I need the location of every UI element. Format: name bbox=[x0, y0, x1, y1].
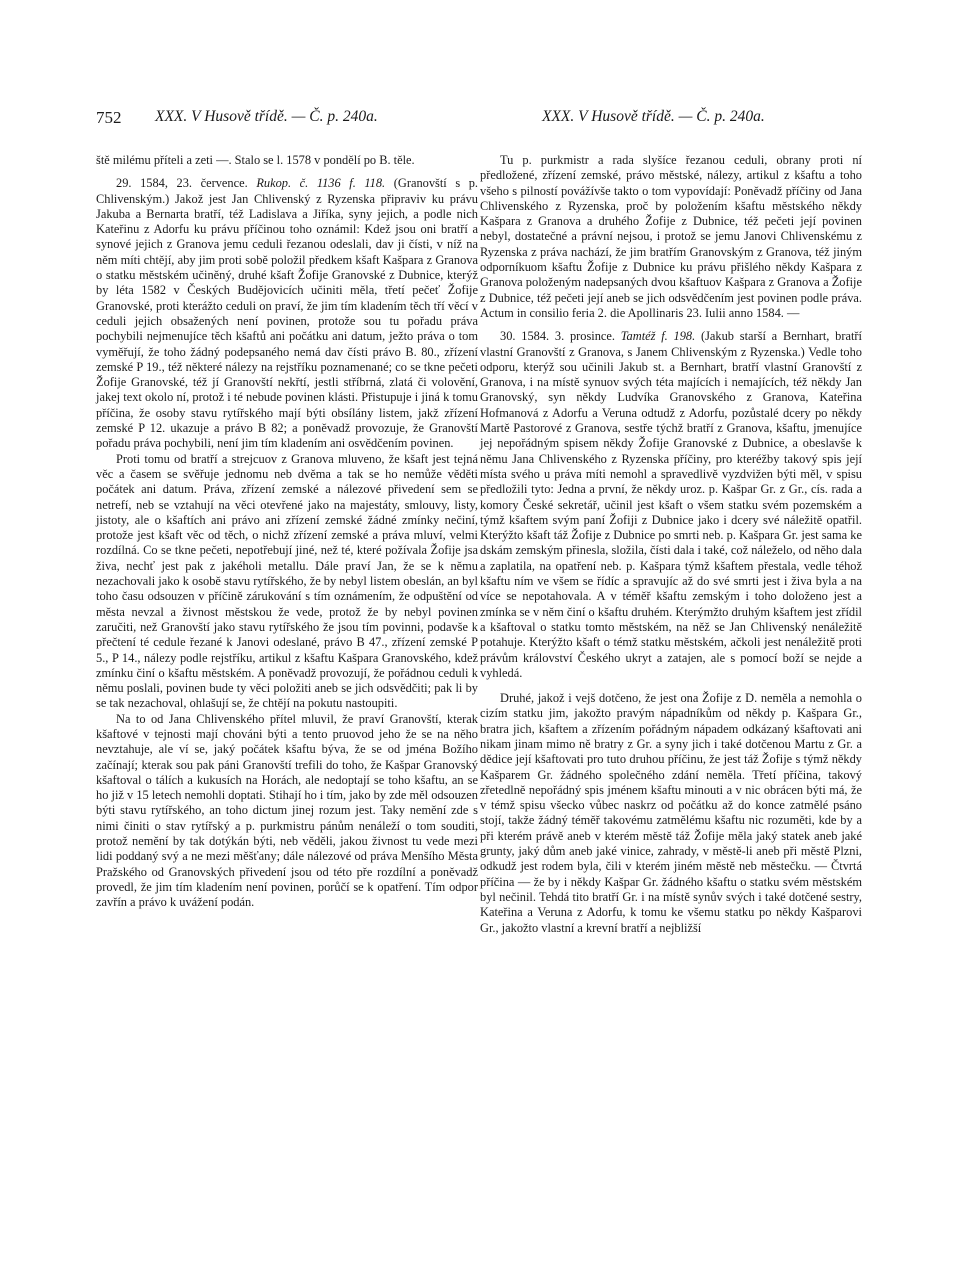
entry-heading: 29. 1584, 23. července. bbox=[116, 176, 248, 191]
paragraph: Proti tomu od bratří a strejcuov z Granova mluveno, že kšaft jest tejná věc a časem se svěřuje jednomu neb dvěma a tak se ho nemůže věděti počátek ani datum. Práva, zřízení zemské a nálezové přivedení sem se netrefí, neb se vztahují na věci otevřené jako na majestáty, smlouvy, listy, jistoty, ale o kšaftích ani právo ani zřízení zemské žádné zmínky nečiní, protože jest kšaft věc od těch, o nichž zřízení zemské a práva mluví, velmi rozdílná. Co se tkne pečeti, nepotřebují jiné, než té, které požívala Žofije jsa živa, nechť jest pak z jakéholi metallu. Dále praví Jan, že se k němu nezachovali jako k osobě stavu rytířského, že by nebyl listem obeslán, an byl toho času odsouzen v příčině zárukování s tím oznámením, že odpuštění od města nevzal a živnost městskou že vede, protož že by nebyl povinen zaručiti, než Granovští jako stavu rytířského že jsou tím povinni, podavše k přečtení té cedule řezané k Janovi odeslané, právo B 47., zřízení zemské P 5., P 14., nálezy podle rejstříku, artikul z kšaftu Kašpara Granovského, kdež zmínku činí o kšaftu městském. A poněvadž provozují, že pořádnou ceduli k němu poslali, povinen bude ty věci položiti aneb se jich odsvědčiti; pak li by se tak nezachoval, ohlašují se, že chtějí na pokutu nastoupiti. bbox=[96, 451, 478, 711]
entry-29 bbox=[96, 176, 478, 451]
entry-body: (Jakub starší a Bernhart, bratří vlastní Granovští z Granova, s Janem Chlivenským z Ryzenska.) Vedle toho odporu, kterýž sou učinili Jakub st. a Bernhart, bratří vlastní Granovští z Granova, i na místě synuov svých téta majících i nemajících, též někdy Jan Granovský, syn někdy Ludvíka Granovského z Granova, Kateřina Hofmanová z Adorfu a Veruna odtudž z Adorfu, pozůstalé dcery po někdy Martě Pastorové z Granova, sestře týchž bratří z Granova, kšaftu, jmenujíce jej nepořádným spisem někdy Žofije Granovské z Dubnice, a obeslavše k němu Jana Chlivenského z Ryzenska příčiny, pro kteréžby takový spis její místa svého u práva míti nemohl a spravedlivě vyzdvižen býti měl, v spisu předložili tyto: Jedna a první, že někdy uroz. p. Kašpar Gr. z Gr., cís. rada a komory České sekretář, učinil jest kšaft o všem statku svém pozemském a týmž kšaftem svým paní Žofiji z Dubnice jako i dcery své náležitě opatřil. Kterýžto kšaft táž Žofije z Dubnice po smrti neb. p. Kašpara Gr. jest sama ke dskám zemským přinesla, složila, čísti dala i také, což náleželo, od něho dala a zaplatila, na opatření neb. p. Kašpara týmž kšaftem přestala, vedle téhož kšaftu ním ve všem se řídíc a spravujíc až do své smrti jest i živa byla a na více se nepotahovala. A v téměř kšaftu zemským i toho doloženo jest a zmínka se v něm činí o kšaftu druhém. Kterýmžto druhým kšaftem jest zřídil a kšaftoval o statku tomto městském, na něž se Jan Chlivenský nenáležitě potahuje. Kterýžto kšaft o témž statku městském, ačkoli jest nenáležitě proti právům království Českého ukryt a zatajen, ale s pomocí boží se nejde a vyhledá. bbox=[480, 329, 862, 680]
left-column bbox=[96, 153, 478, 911]
page-number: 752 bbox=[96, 108, 122, 127]
paragraph: Druhé, jakož i vejš dotčeno, že jest ona Žofije z D. neměla a nemohla o cizím statku jim, jakožto pravým nápadníkům od někdy p. Kašpara Gr., bratra jich, kšaftem a zřízením pořádným nápadem odkázaný kšaftovati ani nikam jinam mimo ně bratry z Gr. a syny jich i také dotčenou Martu z Gr. a dědice její kšaftovati pro tuto druhou příčinu, že jest táž Žofije s týmž někdy Kašparem Gr. žádného společného zdání neměla. Třetí příčina, takový zřetedlně nepořádný spis jménem kšaftu minouti a v nic obrácen býti má, že v témž spisu všecko vůbec naskrz od počátku až do konce zatmělé psáno stojí, takže žádný téměř takovému zatmělému kšaftu nic rozuměti, kde by a při kterém právě aneb v kterém městě táž Žofije měla jaký statek aneb jaké grunty, jaký dům aneb jaké vinice, zahrady, v městě-li aneb při městě Plzni, odkudž jest rodem byla, čili v kterém jiném městě neb městečku. — Čtvrtá příčina — že by i někdy Kašpar Gr. žádného kšaftu o statku svém městském byl nečinil. Tehdá tito bratří Gr. i na místě synův svých i také dotčené sestry, Kateřina a Veruna z Adorfu, k tomu ke všemu statku po někdy Kašparovi Gr., jakožto vlastní a krevní bratří a nejbližší bbox=[480, 691, 862, 935]
entry-30 bbox=[480, 329, 862, 681]
running-header bbox=[0, 108, 960, 132]
right-running-title: XXX. V Husově třídě. — Č. p. 240a. bbox=[542, 108, 765, 125]
entry-heading: 30. 1584. 3. prosince. bbox=[500, 329, 616, 344]
entry-source: Tamtéž f. 198. bbox=[620, 329, 696, 344]
entry-body: (Granovští s p. Chlivenským.) Jakož jest Jan Chlivenský z Ryzenska připraviv ku právu Jakuba a Bernarta bratří, též Ladislava a Jiříka, syny jejich, a podle nich Kateřinu z Adorfu ku právu příčinou toho oznámil: Kdež jsou oni bratří a synové jejich z Granova jemu ceduli řezanou odeslali, dav ji čísti, v níž na něm míti chtějí, aby jim proti sobě položil předkem kšaft Kašpara z Granova o statku městském učiněný, druhé kšaft Žofije Granovské z Dubnice, kterýž by léta 1582 v Českých Budějovicích učiniti měla, třetí pečeť Žofije Granovské, proti kterážto ceduli on praví, že jim tím kladením těch tří věcí v ceduli jejich obsažených není povinen, protože sou tu pořadu práva pochybili nejmenujíce těch kšaftů ani počátku ani datum, ježto práva o tom vyměřují, že toho žádný podepsaného nemá dav čísti právo B. 80., zřízení zemské P 19., též některé nálezy na rejstříku poznamenané; co se tkne pečeti Žofije Granovské, též jí Granovští nekřtí, jestli stříbrná, zlatá či volovění, jakej text okolo ní, protož i té nebude povinen klásti. Přistupuje i jiná k tomu příčina, že osoby stavu rytířského mají býti obsílány listem, jakž zřízení zemské P 12. ukazuje a právo B 82; a poněvadž provozuje, že Granovští pořadu práva pochybili, není jim tím kladením ani osvědčením povinen. bbox=[96, 176, 479, 451]
right-column bbox=[480, 153, 862, 936]
paragraph: Na to od Jana Chlivenského přítel mluvil, že praví Granovští, kterak kšaftové v tejnosti mají chováni býti a tento pruovod jeho že se na něho nevztahuje, ale ví se, jaký počátek kšaftu býva, že se od jména Božího začínají; kterak sou pak páni Granovští trefili do toho, že Kašpar Granovský kšaftoval o tálích a kukusích na Horách, ale nedoptají se toho kšaftu, an se ho již v 15 letech nemohli doptati. Stihají ho i tím, jako by zde měl odsouzen býti stavu rytířského, an toho dictum jinej rozum jest. Taky nemění zde s nimi činiti o stav rytířský a p. purkmistru pánům nenáleží o tom souditi, protož nemění by tak dotýkán býti, neb věděli, jakou živnost tu vede mezi lidi poddaný svý a ne mezi měšťany; dále nálezové od práva Menšího Města Pražského od Granovských přivedení jsou od této pře rozdílní a poněvadž provedl, že jim tím kladením není povinen, porůčí se k opatření. Tím odpor zavřín a právo k uvážení podán. bbox=[96, 711, 478, 910]
paragraph: Tu p. purkmistr a rada slyšíce řezanou ceduli, obrany proti ní předložené, zřízení zemské, právo městské, nálezy, artikul z kšaftu a toho všeho s pilností povážívše takto o tom vypovídají: Poněvadž příčiny od Jana Chlivenského z Ryzenska, proč by položením kšaftu městského někdy Kašpara z Granova a druhého Žofije z Dubnice, též pečeti její povinen nebyl, dostatečné a právní nejsou, i protož se jemu Janovi Chlivenskému z Ryzenska z práva nachází, že jim bratřím Granovským z Granova, též jiným odporníkuom kšaftu Žofije z Dubnice ku právu přišlého někdy Kašpara z Granova položeným nadepsaných dvou kšaftuov Kašpara z Granova a Žofije z Dubnice, též pečeti její aneb se jich odsvědčením jest povinen podle práva. Actum in consilio feria 2. die Apollinaris 23. Iulii anno 1584. — bbox=[480, 153, 862, 320]
entry-source: Rukop. č. 1136 f. 118. bbox=[256, 176, 386, 191]
left-running-title: XXX. V Husově třídě. — Č. p. 240a. bbox=[155, 108, 378, 125]
paragraph-continuation: ště milému příteli a zeti —. Stalo se l. 1578 v pondělí po B. těle. bbox=[96, 153, 415, 167]
